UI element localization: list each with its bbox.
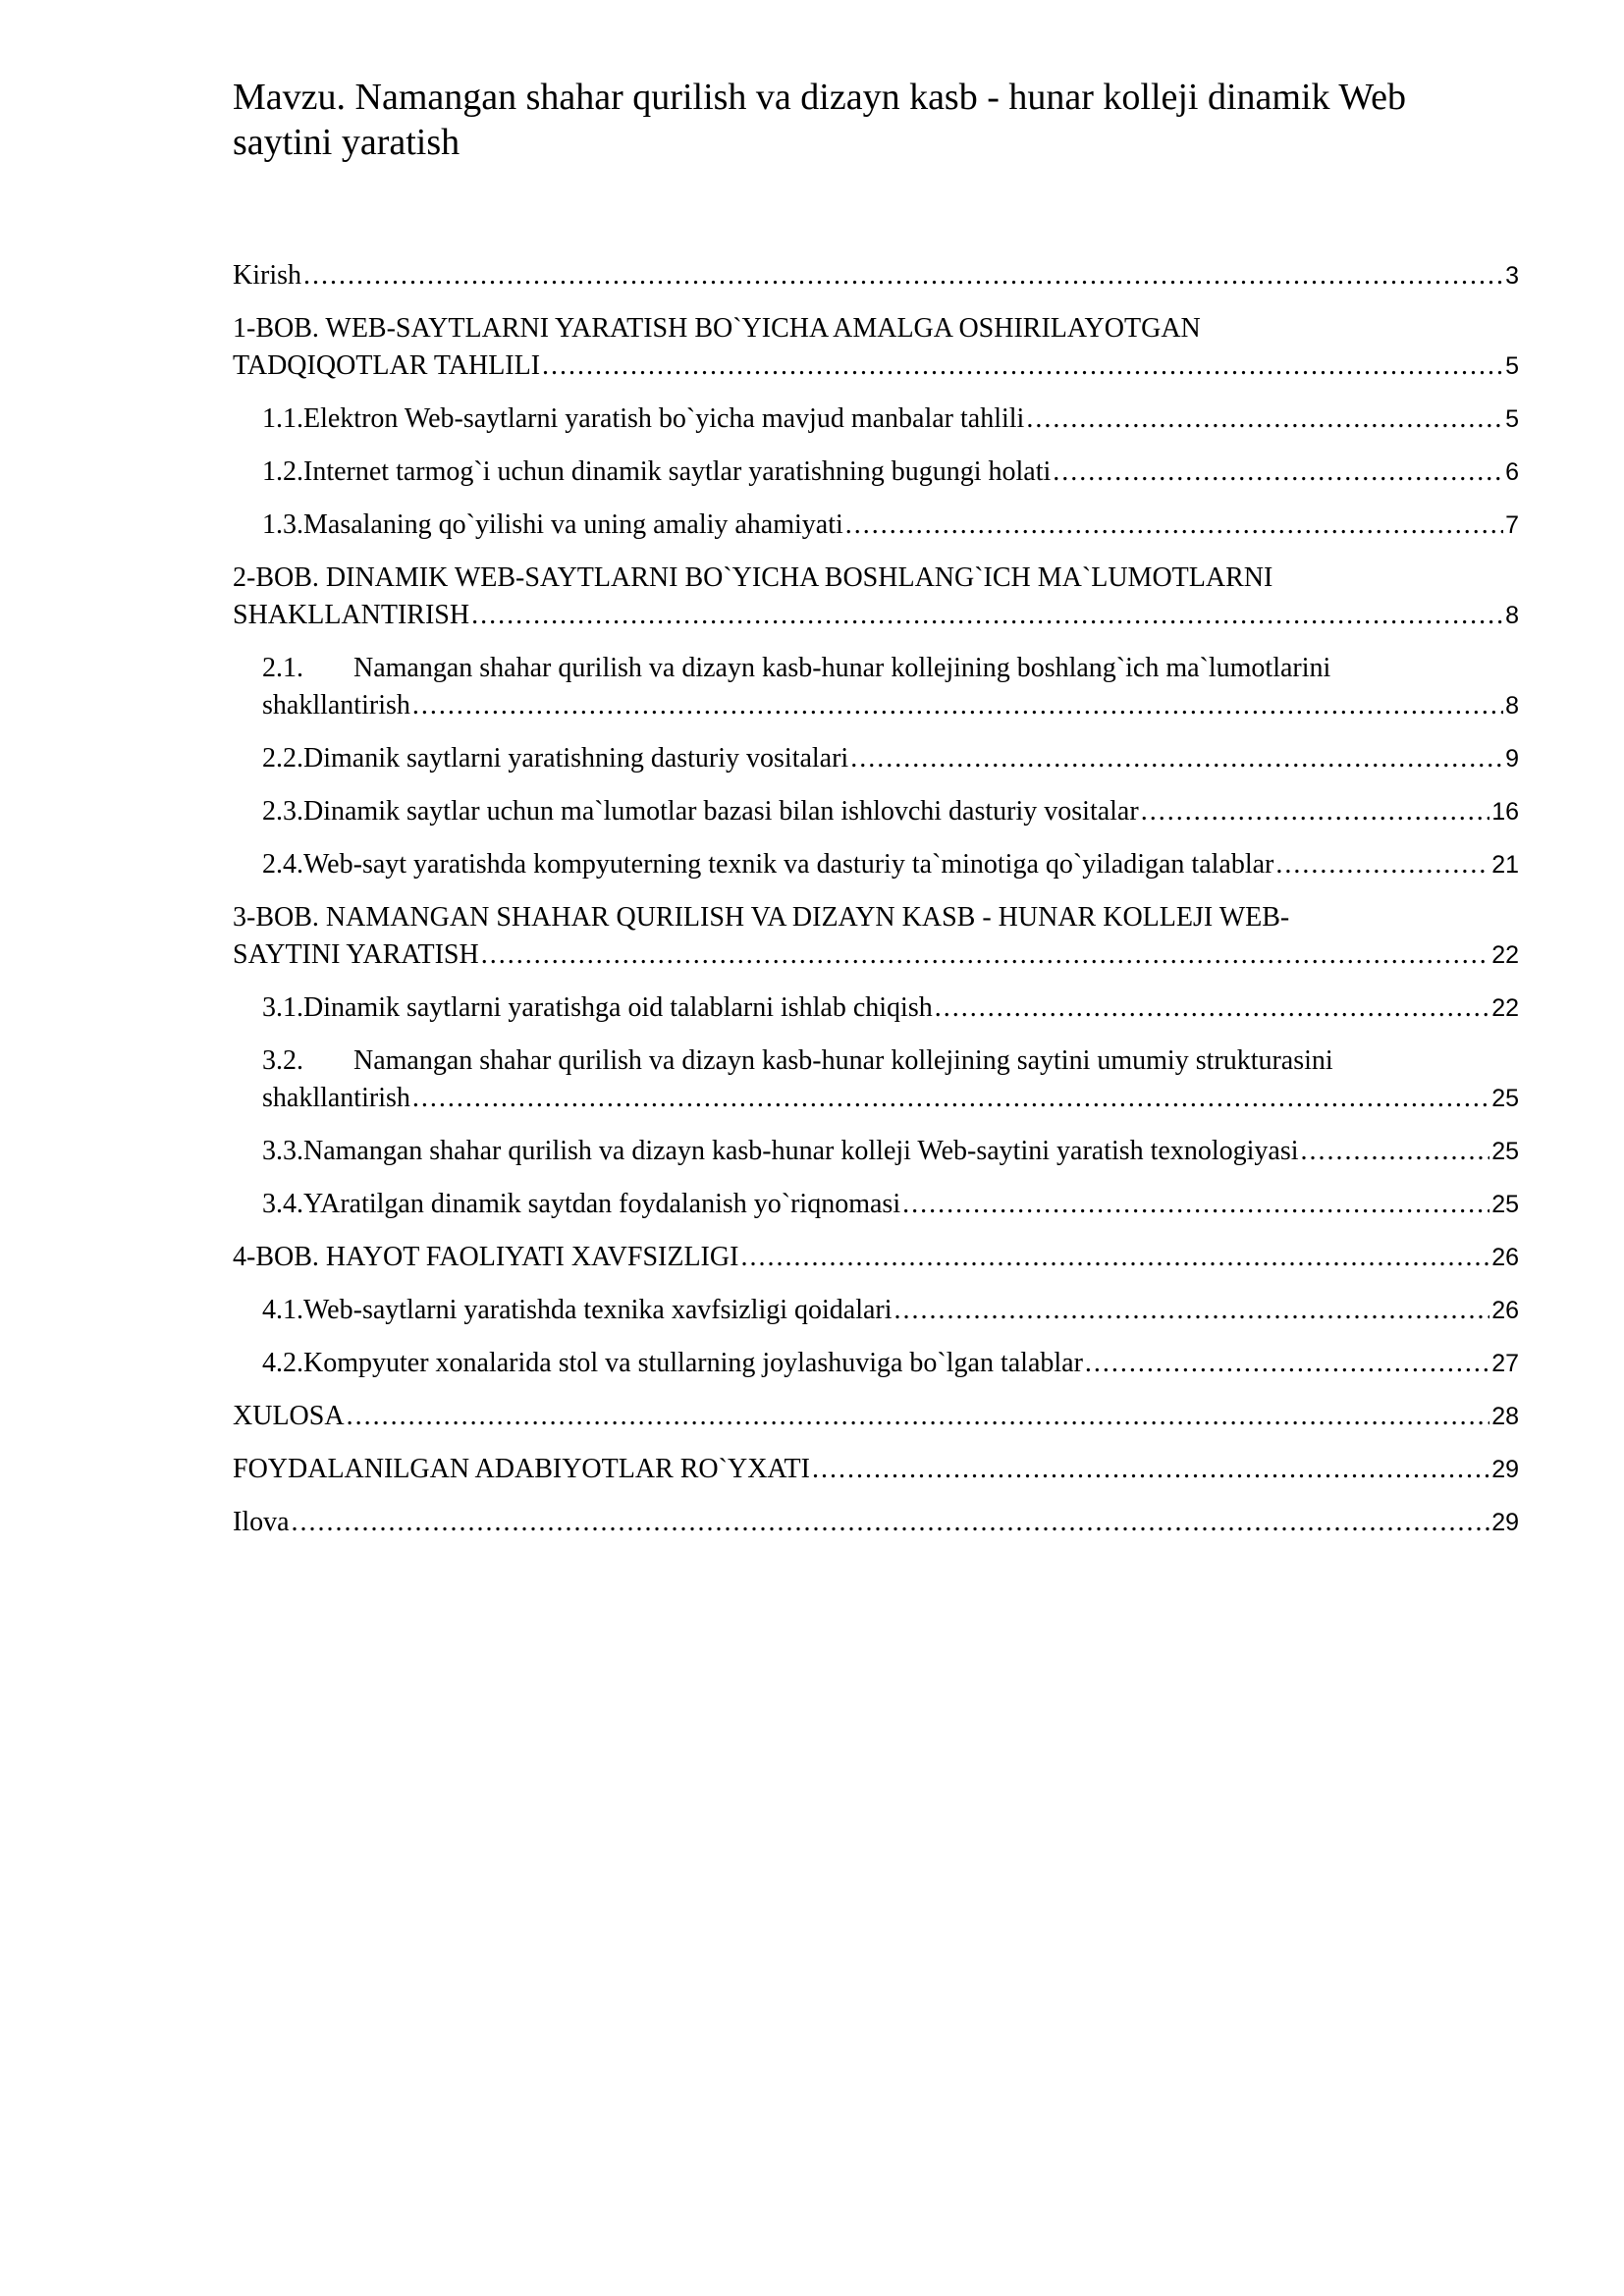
toc-entry-line [233, 1504, 1519, 1541]
toc-entry-title: Dinamik saytlar uchun ma`lumotlar bazasi bilan ishlovchi dasturiy vositalar [303, 796, 1139, 827]
toc-entry-title: Kompyuter xonalarida stol va stullarning joylashuviga bo`lgan talablar [303, 1348, 1083, 1378]
dot-leader [292, 1504, 1490, 1541]
toc-entry-title: FOYDALANILGAN ADABIYOTLAR RO`YXATI [233, 1454, 810, 1484]
toc-entry-number: 2.3. [262, 796, 303, 827]
toc-entry[interactable] [233, 1133, 1519, 1170]
toc-page-number: 22 [1491, 994, 1519, 1022]
toc-entry-line [233, 1239, 1519, 1276]
dot-leader [1026, 400, 1503, 438]
dot-leader [471, 597, 1503, 634]
toc-entry-first-line [262, 1042, 1519, 1080]
toc-entry-number: 1.3. [262, 509, 303, 540]
toc-entry[interactable] [233, 1239, 1519, 1276]
toc-entry-number: 1.1. [262, 403, 303, 434]
toc-entry-line [262, 1345, 1519, 1382]
toc-page-number: 8 [1505, 602, 1519, 629]
toc-page-number: 26 [1491, 1297, 1519, 1324]
toc-page-number: 25 [1491, 1191, 1519, 1218]
toc-page-number: 26 [1491, 1244, 1519, 1271]
dot-leader [812, 1451, 1489, 1488]
toc-entry-line [262, 507, 1519, 544]
dot-leader [740, 1239, 1489, 1276]
toc-entry-line [262, 989, 1519, 1027]
toc-entry-line [233, 1398, 1519, 1435]
toc-entry[interactable] [233, 899, 1519, 974]
toc-entry-title-line1: 1-BOB. WEB-SAYTLARNI YARATISH BO`YICHA AMALGA OSHIRILAYOTGAN [233, 313, 1201, 344]
table-of-contents [233, 257, 1519, 1557]
dot-leader [542, 347, 1503, 385]
toc-entry[interactable] [233, 400, 1519, 438]
dot-leader [850, 740, 1503, 777]
toc-entry[interactable] [233, 1345, 1519, 1382]
dot-leader [1053, 454, 1503, 491]
toc-entry-title: Web-saytlarni yaratishda texnika xavfsizligi qoidalari [303, 1295, 893, 1325]
dot-leader [845, 507, 1503, 544]
toc-entry-title: SHAKLLANTIRISH [233, 600, 470, 630]
toc-entry-title-line1: 3-BOB. NAMANGAN SHAHAR QURILISH VA DIZAYN KASB - HUNAR KOLLEJI WEB- [233, 902, 1290, 933]
toc-entry-line [233, 257, 1519, 294]
toc-entry[interactable] [233, 310, 1519, 385]
toc-entry[interactable] [233, 1504, 1519, 1541]
toc-entry-title-line1: Namangan shahar qurilish va dizayn kasb-hunar kollejining boshlang`ich ma`lumotlarini [353, 653, 1331, 683]
toc-page-number: 25 [1491, 1138, 1519, 1165]
toc-entry-number: 4.1. [262, 1295, 303, 1325]
toc-entry-title: YAratilgan dinamik saytdan foydalanish yo`riqnomasi [303, 1189, 901, 1219]
toc-entry-title: Masalaning qo`yilishi va uning amaliy ahamiyati [303, 509, 843, 540]
toc-entry[interactable] [233, 1398, 1519, 1435]
toc-page-number: 27 [1491, 1350, 1519, 1377]
toc-page-number: 7 [1505, 511, 1519, 539]
toc-entry-number: 3.1. [262, 992, 303, 1023]
toc-entry-title: Dimanik saytlarni yaratishning dasturiy vositalari [303, 743, 849, 774]
toc-entry-number: 1.2. [262, 456, 303, 487]
toc-entry-line [262, 793, 1519, 830]
toc-entry-title: 4-BOB. HAYOT FAOLIYATI XAVFSIZLIGI [233, 1242, 739, 1272]
toc-entry-title: TADQIQOTLAR TAHLILI [233, 350, 541, 381]
dot-leader [412, 687, 1503, 724]
toc-page-number: 6 [1505, 458, 1519, 486]
toc-page-number: 21 [1491, 851, 1519, 879]
toc-entry[interactable] [233, 1042, 1519, 1117]
toc-entry-number: 2.4. [262, 849, 303, 880]
toc-entry-title: Internet tarmog`i uchun dinamik saytlar yaratishning bugungi holati [303, 456, 1052, 487]
toc-entry[interactable] [233, 650, 1519, 724]
toc-page-number: 25 [1491, 1085, 1519, 1112]
dot-leader [1085, 1345, 1489, 1382]
toc-entry-title: Web-sayt yaratishda kompyuterning texnik va dasturiy ta`minotiga qo`yiladigan talablar [303, 849, 1274, 880]
toc-page-number: 29 [1491, 1456, 1519, 1483]
toc-entry-title: shakllantirish [262, 1083, 410, 1113]
toc-page-number: 28 [1491, 1403, 1519, 1430]
toc-entry-title: XULOSA [233, 1401, 345, 1431]
toc-entry-line [233, 1451, 1519, 1488]
toc-entry-title: Dinamik saytlarni yaratishga oid talablarni ishlab chiqish [303, 992, 933, 1023]
toc-page-number: 5 [1505, 352, 1519, 380]
dot-leader [902, 1186, 1489, 1223]
toc-page-number: 5 [1505, 405, 1519, 433]
toc-entry-line [233, 597, 1519, 634]
dot-leader [935, 989, 1489, 1027]
toc-entry-line [233, 936, 1519, 974]
toc-entry-number: 3.3. [262, 1136, 303, 1166]
toc-entry[interactable] [233, 560, 1519, 634]
toc-entry[interactable] [233, 989, 1519, 1027]
toc-entry-line [262, 1292, 1519, 1329]
toc-entry-first-line [233, 560, 1519, 597]
toc-entry-number: 4.2. [262, 1348, 303, 1378]
toc-entry[interactable] [233, 1186, 1519, 1223]
dot-leader [1301, 1133, 1490, 1170]
dot-leader [894, 1292, 1490, 1329]
toc-entry[interactable] [233, 740, 1519, 777]
toc-entry-title: SAYTINI YARATISH [233, 939, 479, 970]
toc-entry-number: 3.2. [262, 1045, 303, 1076]
toc-entry-line [262, 740, 1519, 777]
document-title: Mavzu. Namangan shahar qurilish va dizayn kasb - hunar kolleji dinamik Web saytini yaratish [233, 77, 1407, 163]
toc-entry[interactable] [233, 454, 1519, 491]
toc-entry-line [233, 347, 1519, 385]
toc-entry-first-line [262, 650, 1519, 687]
toc-entry-title: shakllantirish [262, 690, 410, 721]
toc-entry-number: 2.2. [262, 743, 303, 774]
toc-entry-line [262, 454, 1519, 491]
dot-leader [481, 936, 1489, 974]
dot-leader [347, 1398, 1490, 1435]
toc-entry-line [262, 1186, 1519, 1223]
toc-entry[interactable] [233, 257, 1519, 294]
toc-entry[interactable] [233, 793, 1519, 830]
toc-entry-title-line1: 2-BOB. DINAMIK WEB-SAYTLARNI BO`YICHA BOSHLANG`ICH MA`LUMOTLARNI [233, 562, 1273, 593]
toc-entry-line [262, 687, 1519, 724]
toc-entry-number: 3.4. [262, 1189, 303, 1219]
toc-entry-title: Elektron Web-saytlarni yaratish bo`yicha mavjud manbalar tahlili [303, 403, 1025, 434]
toc-page-number: 16 [1491, 798, 1519, 826]
toc-entry-line [262, 400, 1519, 438]
toc-entry-line [262, 1133, 1519, 1170]
toc-entry-first-line [233, 310, 1519, 347]
toc-page-number: 9 [1505, 745, 1519, 773]
toc-entry[interactable] [233, 1292, 1519, 1329]
toc-entry-number: 2.1. [262, 653, 303, 683]
dot-leader [1275, 846, 1489, 883]
dot-leader [412, 1080, 1489, 1117]
toc-page-number: 29 [1491, 1509, 1519, 1536]
toc-entry[interactable] [233, 1451, 1519, 1488]
toc-entry-title-line1: Namangan shahar qurilish va dizayn kasb-hunar kollejining saytini umumiy strukturasini [353, 1045, 1333, 1076]
toc-entry-title: Namangan shahar qurilish va dizayn kasb-hunar kolleji Web-saytini yaratish texnologiyasi [303, 1136, 1299, 1166]
toc-entry-line [262, 1080, 1519, 1117]
dot-leader [1141, 793, 1490, 830]
toc-entry-first-line [233, 899, 1519, 936]
toc-entry-title: Ilova [233, 1507, 290, 1537]
toc-entry[interactable] [233, 846, 1519, 883]
toc-entry-line [262, 846, 1519, 883]
toc-page-number: 3 [1505, 262, 1519, 290]
dot-leader [303, 257, 1503, 294]
toc-entry-title: Kirish [233, 260, 301, 291]
toc-page-number: 22 [1491, 941, 1519, 969]
toc-entry[interactable] [233, 507, 1519, 544]
toc-page-number: 8 [1505, 692, 1519, 720]
